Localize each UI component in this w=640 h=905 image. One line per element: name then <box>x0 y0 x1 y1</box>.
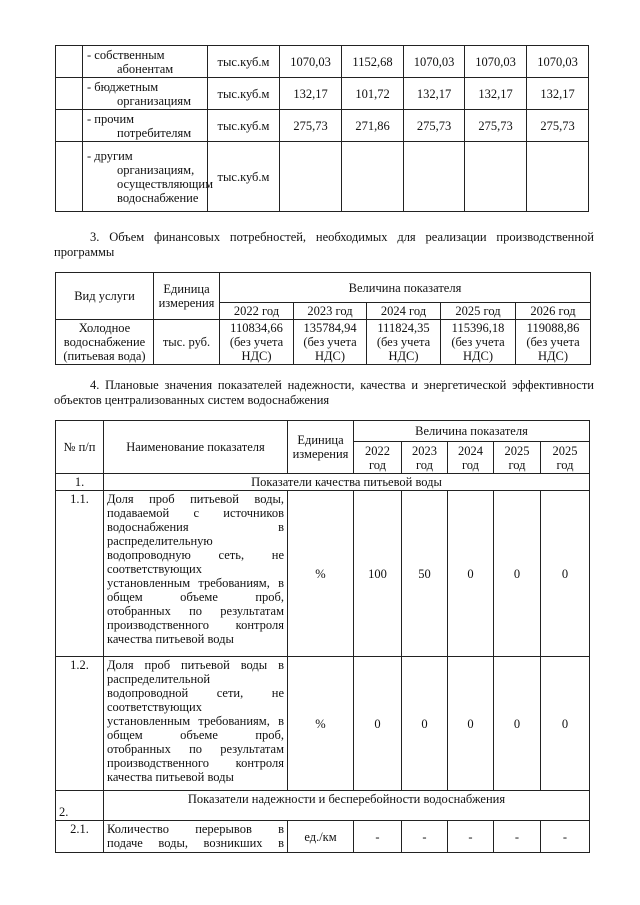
value-cell: - <box>402 821 448 853</box>
value-cell: 1070,03 <box>404 46 465 78</box>
value-cell: 100 <box>354 491 402 657</box>
value-cell <box>367 320 441 365</box>
value-cell: 50 <box>402 491 448 657</box>
section-3-heading: 3. Объем финансовых потребностей, необходимых для реализации производственной программы <box>54 230 594 259</box>
value-cell: 1152,68 <box>342 46 404 78</box>
value-cell: 1070,03 <box>465 46 527 78</box>
value-cell: 275,73 <box>527 110 589 142</box>
row-number-cell <box>56 46 83 78</box>
unit-cell: % <box>288 491 354 657</box>
year-header: 2023 год <box>402 442 448 474</box>
value-note: (без учета НДС) <box>303 335 357 363</box>
value-cell: 0 <box>494 657 541 791</box>
unit-cell: тыс.куб.м <box>208 142 280 212</box>
table-row <box>56 657 590 791</box>
value-number: 119088,86 <box>526 321 580 335</box>
value-header: Величина показателя <box>354 421 590 442</box>
value-cell: - <box>541 821 590 853</box>
row-number: 1.2. <box>56 657 104 791</box>
value-cell: 132,17 <box>280 78 342 110</box>
indicators-table <box>55 420 590 853</box>
value-cell <box>516 320 591 365</box>
indicator-name: Доля проб питьевой воды, подаваемой с источников водоснабжения в распределительную водопроводную сеть, не соответствующих установленным требованиям, в общем объеме проб, отобранных по результатам производственного контроля качества питьевой воды <box>104 491 288 657</box>
service-cell: Холодное водоснабжение (питьевая вода) <box>56 320 154 365</box>
value-cell <box>294 320 367 365</box>
num-header: № п/п <box>56 421 104 474</box>
year-header: 2022 год <box>354 442 402 474</box>
consumer-name: - бюджетным организациям <box>83 78 208 110</box>
value-cell: 1070,03 <box>527 46 589 78</box>
value-cell: - <box>354 821 402 853</box>
value-note: (без учета НДС) <box>376 335 431 363</box>
value-cell: 101,72 <box>342 78 404 110</box>
table-header-row <box>56 273 591 303</box>
value-cell <box>280 142 342 212</box>
group-row <box>56 791 590 821</box>
value-cell: 0 <box>354 657 402 791</box>
value-note: (без учета НДС) <box>526 335 580 363</box>
value-cell: 0 <box>541 657 590 791</box>
row-number-cell <box>56 110 83 142</box>
value-number: 111824,35 <box>377 321 430 335</box>
unit-cell: тыс.куб.м <box>208 110 280 142</box>
year-header: 2022 год <box>220 303 294 320</box>
unit-header: Единица измерения <box>288 421 354 474</box>
value-cell: 132,17 <box>404 78 465 110</box>
year-header: 2025 год <box>441 303 516 320</box>
value-cell: 0 <box>494 491 541 657</box>
unit-cell: тыс. руб. <box>154 320 220 365</box>
value-header: Величина показателя <box>220 273 591 303</box>
table-row <box>56 46 589 78</box>
value-cell: - <box>494 821 541 853</box>
value-cell: 0 <box>541 491 590 657</box>
value-cell: 132,17 <box>527 78 589 110</box>
year-header: 2025 год <box>541 442 590 474</box>
value-cell: 1070,03 <box>280 46 342 78</box>
year-header: 2024 год <box>448 442 494 474</box>
service-header: Вид услуги <box>56 273 154 320</box>
row-number-cell <box>56 142 83 212</box>
value-cell <box>441 320 516 365</box>
value-cell <box>465 142 527 212</box>
unit-cell: ед./км <box>288 821 354 853</box>
value-cell: 275,73 <box>280 110 342 142</box>
group-title: Показатели качества питьевой воды <box>104 474 590 491</box>
value-number: 110834,66 <box>230 321 283 335</box>
value-number: 135784,94 <box>303 321 357 335</box>
year-header: 2023 год <box>294 303 367 320</box>
name-header: Наименование показателя <box>104 421 288 474</box>
value-cell: 271,86 <box>342 110 404 142</box>
value-number: 115396,18 <box>451 321 505 335</box>
group-row <box>56 474 590 491</box>
consumer-name: - другим организациям, осуществляющим водоснабжение <box>83 142 208 212</box>
value-note: (без учета НДС) <box>451 335 505 363</box>
table-row <box>56 110 589 142</box>
value-cell: - <box>448 821 494 853</box>
value-cell <box>220 320 294 365</box>
table-header-row <box>56 421 590 442</box>
value-cell: 0 <box>402 657 448 791</box>
unit-header: Единица измерения <box>154 273 220 320</box>
value-cell <box>404 142 465 212</box>
row-number: 1.1. <box>56 491 104 657</box>
group-title: Показатели надежности и бесперебойности водоснабжения <box>104 791 590 821</box>
value-cell: 0 <box>448 657 494 791</box>
indicator-name: Количество перерывов в подаче воды, возникших в <box>104 821 288 853</box>
group-number: 2. <box>56 791 104 821</box>
indicator-name: Доля проб питьевой воды в распределительной водопроводной сети, не соответствующих установленным требованиям, в общем объеме проб, отобранных по результатам производственного контроля качества питьевой воды <box>104 657 288 791</box>
consumption-table <box>55 45 589 212</box>
row-number: 2.1. <box>56 821 104 853</box>
table-row <box>56 821 590 853</box>
unit-cell: тыс.куб.м <box>208 78 280 110</box>
value-note: (без учета НДС) <box>229 335 284 363</box>
value-cell: 275,73 <box>465 110 527 142</box>
year-header: 2026 год <box>516 303 591 320</box>
consumer-name: - собственным абонентам <box>83 46 208 78</box>
value-cell: 275,73 <box>404 110 465 142</box>
row-number-cell <box>56 78 83 110</box>
value-cell <box>527 142 589 212</box>
table-row <box>56 78 589 110</box>
year-header: 2025 год <box>494 442 541 474</box>
unit-cell: % <box>288 657 354 791</box>
section-4-heading: 4. Плановые значения показателей надежности, качества и энергетической эффективности объектов централизованных систем водоснабжения <box>54 378 594 407</box>
group-number: 1. <box>56 474 104 491</box>
year-header: 2024 год <box>367 303 441 320</box>
table-row <box>56 491 590 657</box>
value-cell <box>342 142 404 212</box>
table-row <box>56 142 589 212</box>
unit-cell: тыс.куб.м <box>208 46 280 78</box>
consumer-name: - прочим потребителям <box>83 110 208 142</box>
value-cell: 132,17 <box>465 78 527 110</box>
value-cell: 0 <box>448 491 494 657</box>
finance-table <box>55 272 591 365</box>
table-row <box>56 320 591 365</box>
